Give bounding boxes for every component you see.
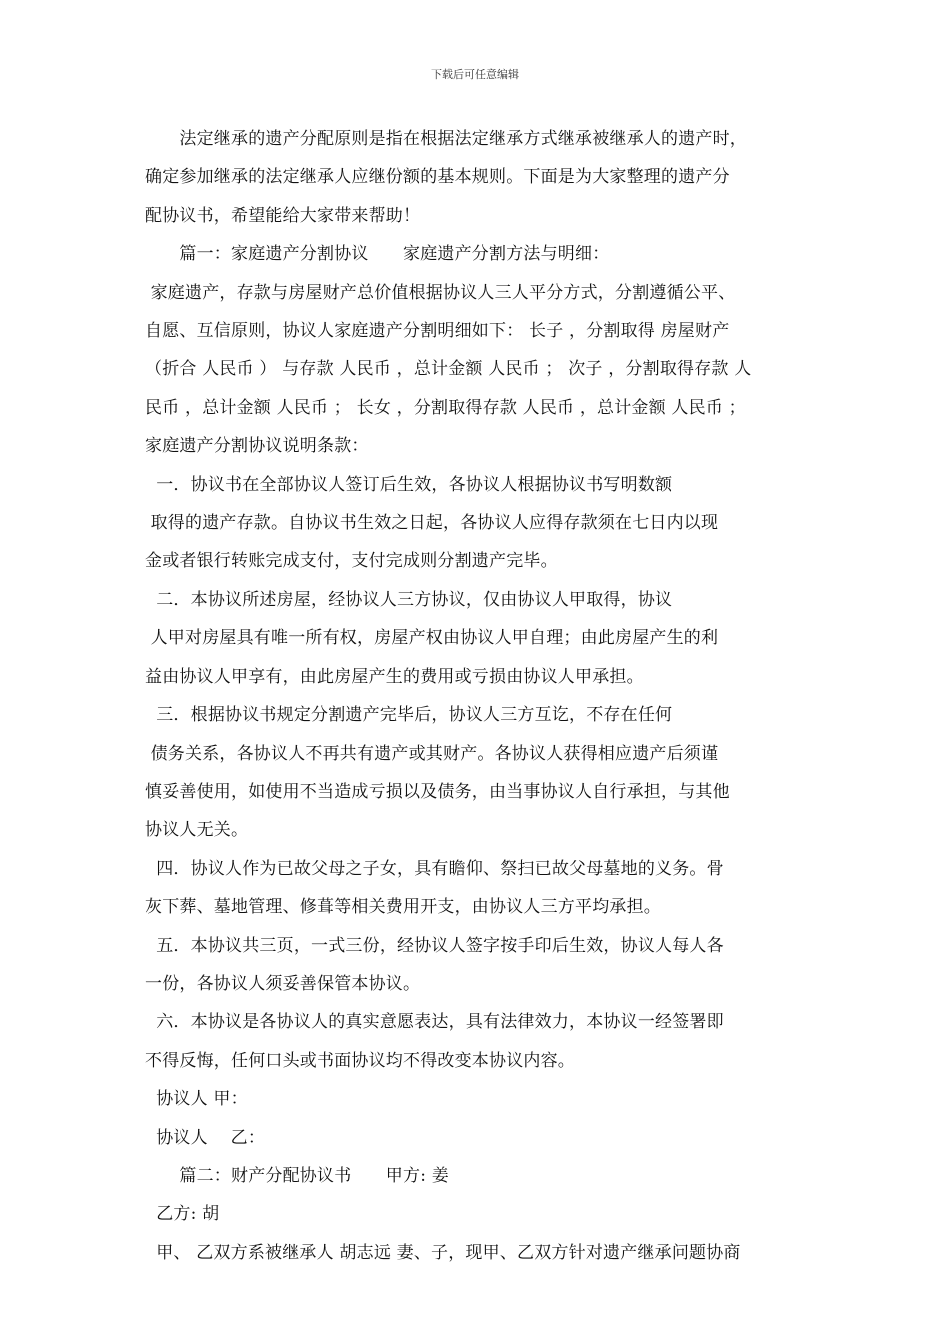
text-line: 金或者银行转账完成支付，支付完成则分割遗产完毕。 — [145, 551, 558, 572]
text-line: 二．本协议所述房屋，经协议人三方协议，仅由协议人甲取得，协议 — [145, 589, 673, 610]
text-line: 人甲对房屋具有唯一所有权，房屋产权由协议人甲自理；由此房屋产生的利 — [145, 628, 719, 649]
text-line: 自愿、互信原则，协议人家庭遗产分割明细如下： 长子 ，分割取得 房屋财产 — [145, 321, 730, 342]
text-line: 篇二：财产分配协议书 甲方: 姜 — [145, 1165, 449, 1186]
text-line: 不得反悔，任何口头或书面协议均不得改变本协议内容。 — [145, 1050, 575, 1071]
text-line: 五．本协议共三页，一式三份，经协议人签字按手印后生效，协议人每人各 — [145, 935, 724, 956]
text-line: 取得的遗产存款。自协议书生效之日起，各协议人应得存款须在七日内以现 — [145, 513, 719, 534]
text-line: 乙方: 胡 — [145, 1204, 220, 1225]
text-line: 灰下葬、墓地管理、修葺等相关费用开支，由协议人三方平均承担。 — [145, 897, 661, 918]
text-line: 篇一：家庭遗产分割协议 家庭遗产分割方法与明细： — [145, 244, 610, 265]
text-line: 债务关系，各协议人不再共有遗产或其财产。各协议人获得相应遗产后须谨 — [145, 743, 719, 764]
text-line: 法定继承的遗产分配原则是指在根据法定继承方式继承被继承人的遗产时， — [145, 129, 747, 149]
text-line: 慎妥善使用，如使用不当造成亏损以及债务，由当事协议人自行承担，与其他 — [145, 781, 730, 802]
text-line: 协议人无关。 — [145, 820, 249, 841]
text-line: 一份，各协议人须妥善保管本协议。 — [145, 973, 421, 994]
text-line: 家庭遗产，存款与房屋财产总价值根据协议人三人平分方式，分割遵循公平、 — [145, 282, 736, 303]
text-line: （折合 人民币 ） 与存款 人民币 ，总计金额 人民币 ； 次子 ，分割取得存款 人 — [145, 359, 752, 380]
text-line: 一．协议书在全部协议人签订后生效，各协议人根据协议书写明数额 — [145, 474, 673, 495]
text-line: 四．协议人作为已故父母之子女，具有瞻仰、祭扫已故父母墓地的义务。骨 — [145, 858, 724, 879]
document-body — [145, 120, 810, 1272]
text-line: 协议人 甲： — [145, 1089, 248, 1110]
text-line: 三．根据协议书规定分割遗产完毕后，协议人三方互讫，不存在任何 — [145, 705, 673, 726]
text-line: 益由协议人甲享有，由此房屋产生的费用或亏损由协议人甲承担。 — [145, 666, 644, 687]
text-line: 六．本协议是各协议人的真实意愿表达，具有法律效力，本协议一经签署即 — [145, 1012, 724, 1033]
text-line: 确定参加继承的法定继承人应继份额的基本规则。下面是为大家整理的遗产分 — [145, 167, 730, 188]
text-line: 甲、 乙双方系被继承人 胡志远 妻、子，现甲、乙双方针对遗产继承问题协商 — [145, 1242, 741, 1263]
header-note: 下载后可任意编辑 — [431, 68, 519, 81]
text-line: 民币 ，总计金额 人民币 ； 长女 ，分割取得存款 人民币 ，总计金额 人民币 ； — [145, 397, 746, 418]
text-line: 协议人 乙： — [145, 1127, 266, 1148]
text-line: 配协议书，希望能给大家带来帮助！ — [145, 205, 421, 226]
text-line: 家庭遗产分割协议说明条款： — [145, 436, 369, 457]
